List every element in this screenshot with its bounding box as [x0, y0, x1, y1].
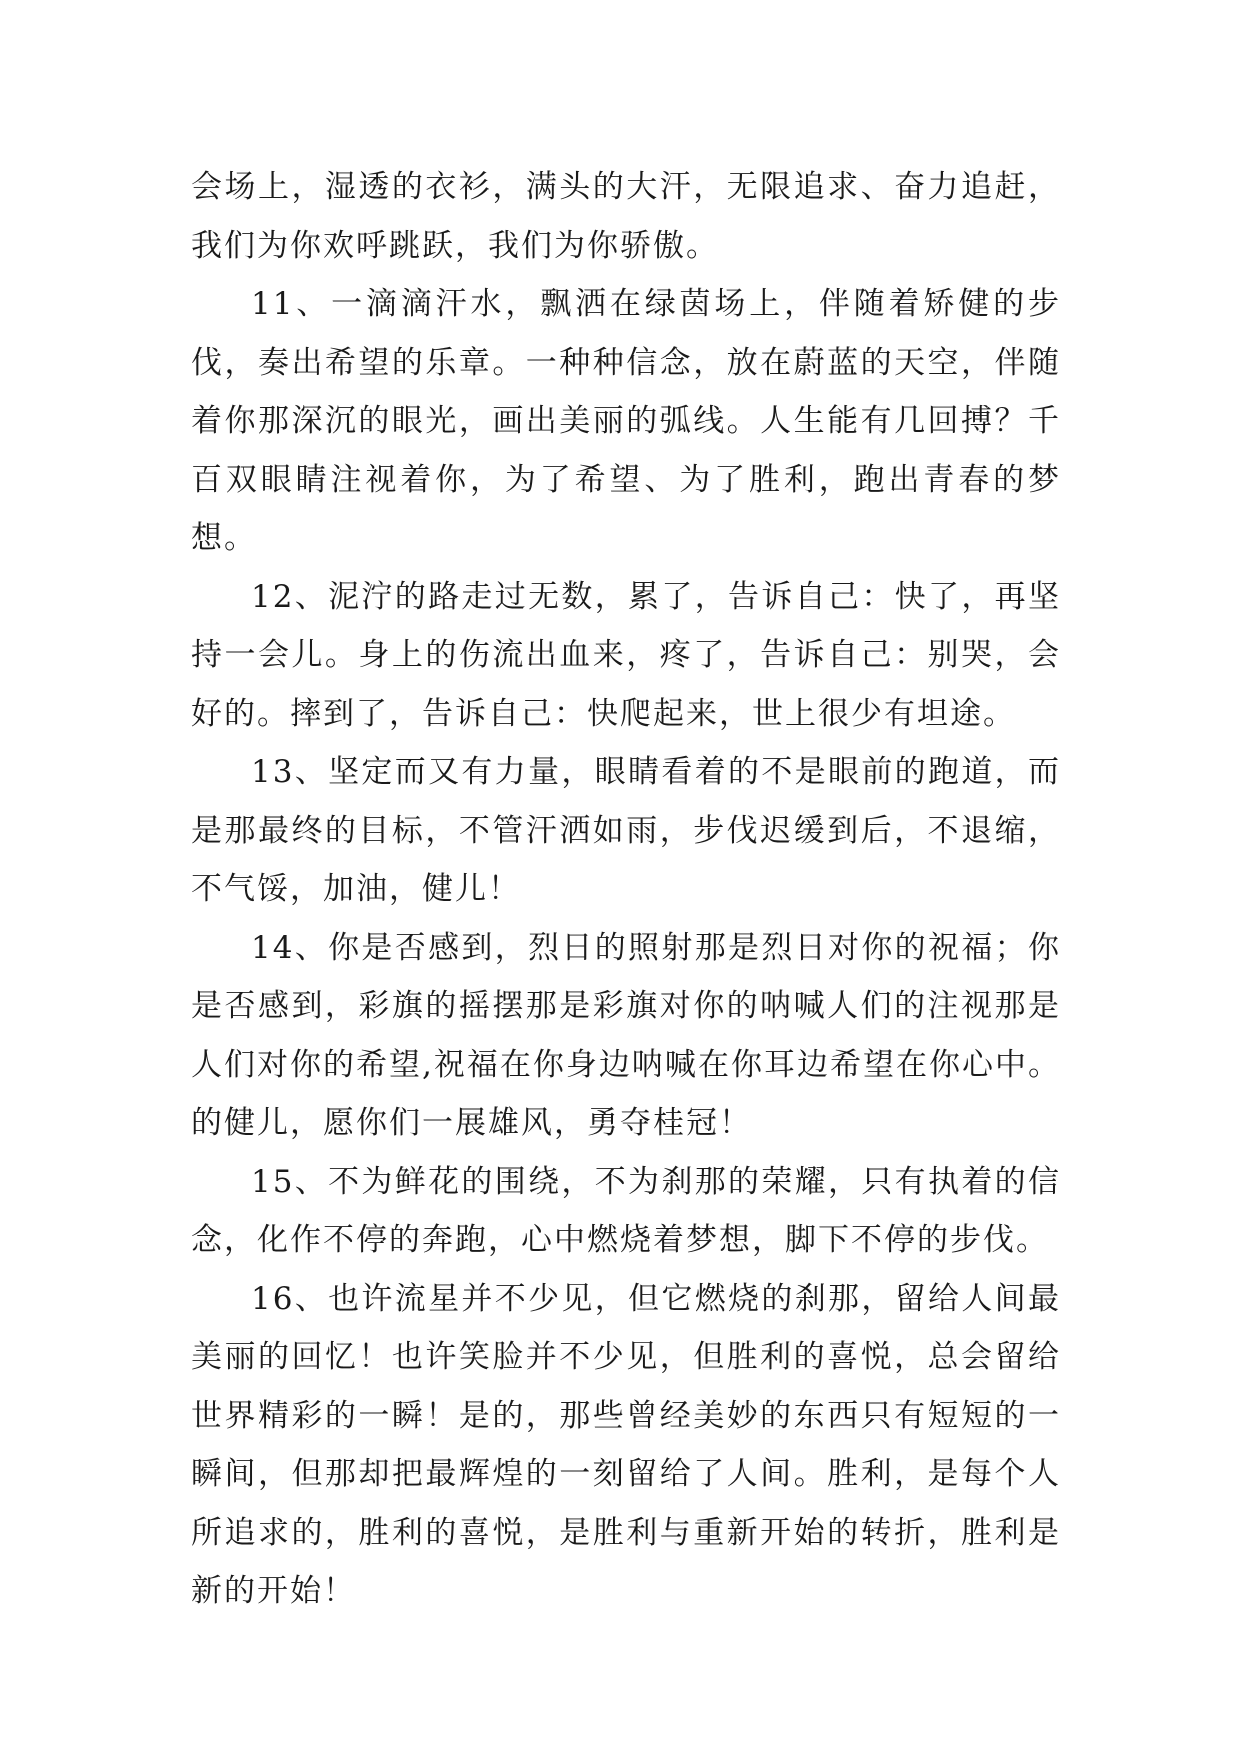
- paragraph-13: 13、坚定而又有力量，眼睛看着的不是眼前的跑道，而是那最终的目标，不管汗洒如雨，步伐迟缓到后，不退缩，不气馁，加油，健儿！: [191, 754, 1061, 907]
- document-body: [191, 158, 1061, 1621]
- paragraph-16: 16、也许流星并不少见，但它燃烧的刹那，留给人间最美丽的回忆！也许笑脸并不少见，但胜利的喜悦，总会留给世界精彩的一瞬！是的，那些曾经美妙的东西只有短短的一瞬间，但那却把最辉煌的一刻留给了人间。胜利，是每个人所追求的，胜利的喜悦，是胜利与重新开始的转折，胜利是新的开始！: [191, 1280, 1061, 1609]
- paragraph-14: 14、你是否感到，烈日的照射那是烈日对你的祝福；你是否感到，彩旗的摇摆那是彩旗对你的呐喊人们的注视那是人们对你的希望,祝福在你身边呐喊在你耳边希望在你心中。的健儿，愿你们一展雄风，勇夺桂冠！: [191, 929, 1061, 1141]
- paragraph-10-continuation: 会场上，湿透的衣衫，满头的大汗，无限追求、奋力追赶，我们为你欢呼跳跃，我们为你骄傲。: [191, 169, 1061, 264]
- paragraph-12: 12、泥泞的路走过无数，累了，告诉自己：快了，再坚持一会儿。身上的伤流出血来，疼了，告诉自己：别哭，会好的。摔到了，告诉自己：快爬起来，世上很少有坦途。: [191, 578, 1061, 732]
- paragraph-11: 11、一滴滴汗水，飘洒在绿茵场上，伴随着矫健的步伐，奏出希望的乐章。一种种信念，放在蔚蓝的天空，伴随着你那深沉的眼光，画出美丽的弧线。人生能有几回搏？千百双眼睛注视着你，为了希望、为了胜利，跑出青春的梦想。: [191, 286, 1061, 556]
- paragraph-15: 15、不为鲜花的围绕，不为刹那的荣耀，只有执着的信念，化作不停的奔跑，心中燃烧着梦想，脚下不停的步伐。: [191, 1163, 1061, 1258]
